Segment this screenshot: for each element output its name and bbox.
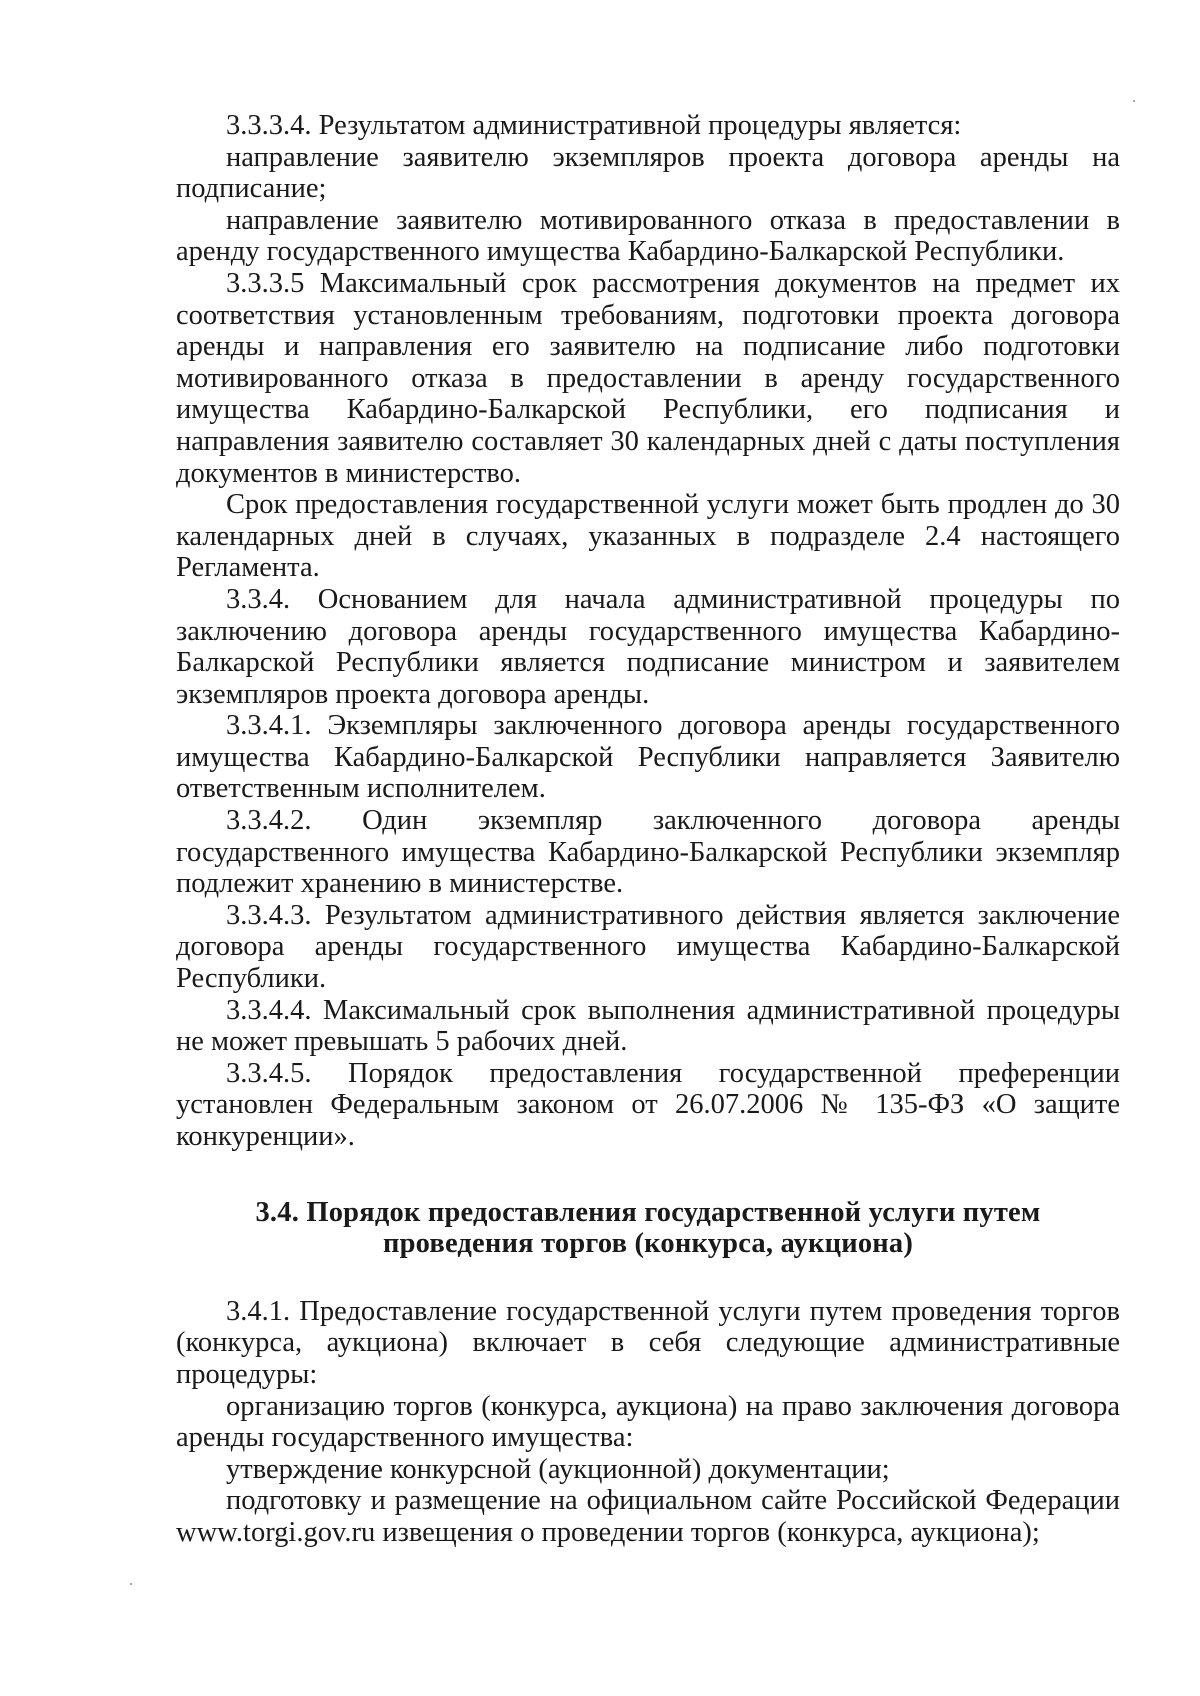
paragraph-approve-docs: утверждение конкурсной (аукционной) документации; bbox=[226, 1453, 890, 1485]
paragraph-send-refusal: направление заявителю мотивированного отказа в предоставлении в аренду государственного имущества Кабардино-Балкарской Республики. bbox=[176, 204, 1120, 268]
document-page bbox=[176, 110, 1120, 1549]
paragraph-3-3-4-3: 3.3.4.3. Результатом административного действия является заключение договора аренды государственного имущества Кабардино-Балкарской Республики. bbox=[176, 899, 1120, 995]
paragraph-organize-auction: организацию торгов (конкурса, аукциона) на право заключения договора аренды государственного имущества: bbox=[176, 1390, 1120, 1454]
scan-speck bbox=[130, 1583, 132, 1585]
paragraph-3-3-3-4: 3.3.3.4. Результатом административной процедуры является: bbox=[226, 110, 962, 141]
paragraph-send-draft: направление заявителю экземпляров проекта договора аренды на подписание; bbox=[176, 141, 1120, 205]
scan-speck bbox=[1133, 100, 1135, 102]
section-heading bbox=[176, 1197, 1120, 1260]
paragraph-3-3-4-5: 3.3.4.5. Порядок предоставления государственной преференции установлен Федеральным законом от 26.07.2006 № 135-ФЗ «О защите конкуренции». bbox=[176, 1057, 1120, 1152]
paragraph-publish-notice: подготовку и размещение на официальном сайте Российской Федерации www.torgi.gov.ru извещения о проведении торгов (конкурса, аукциона); bbox=[176, 1485, 1120, 1548]
paragraph-3-3-4-1: 3.3.4.1. Экземпляры заключенного договора аренды государственного имущества Кабардино-Балкарской Республики направляется Заявителю ответственным исполнителем. bbox=[176, 710, 1120, 805]
paragraph-3-3-3-5: 3.3.3.5 Максимальный срок рассмотрения документов на предмет их соответствия установленным требованиям, подготовки проекта договора аренды и направления его заявителю на подписание либо подготовки мотивированного отказа в предоставлении в аренду государственного имущества Кабардино-Балкарской Республики, его подписания и направления заявителю составляет 30 календарных дней с даты поступления документов в министерство. bbox=[176, 267, 1120, 489]
paragraph-3-3-4: 3.3.4. Основанием для начала административной процедуры по заключению договора аренды государственного имущества Кабардино-Балкарской Республики является подписание министром и заявителем экземпляров проекта договора аренды. bbox=[176, 583, 1120, 710]
section-3-4-body bbox=[176, 1296, 1120, 1549]
paragraph-3-3-4-2: 3.3.4.2. Один экземпляр заключенного договора аренды государственного имущества Кабардино-Балкарской Республики экземпляр подлежит хранению в министерстве. bbox=[176, 805, 1120, 900]
section-heading-line-2: проведения торгов (конкурса, аукциона) bbox=[382, 1228, 914, 1260]
paragraph-term-extension: Срок предоставления государственной услуги может быть продлен до 30 календарных дней в случаях, указанных в подразделе 2.4 настоящего Регламента. bbox=[176, 489, 1120, 584]
paragraph-3-4-1: 3.4.1. Предоставление государственной услуги путем проведения торгов (конкурса, аукциона) включает в себя следующие административные процедуры: bbox=[176, 1295, 1120, 1390]
section-heading-line-1: 3.4. Порядок предоставления государственной услуги путем bbox=[255, 1196, 1041, 1228]
paragraph-3-3-4-4: 3.3.4.4. Максимальный срок выполнения административной процедуры не может превышать 5 рабочих дней. bbox=[176, 994, 1120, 1058]
